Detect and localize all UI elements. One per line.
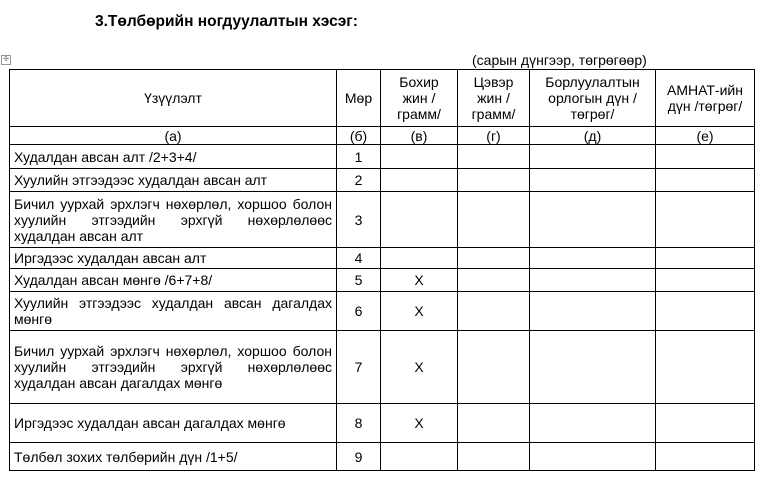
royalty-amount-cell[interactable] [656,248,755,269]
sales-amount-cell[interactable] [530,404,656,443]
table-row [10,145,755,169]
royalty-amount-cell[interactable] [656,404,755,443]
clean-weight-cell[interactable] [458,169,530,192]
row-label: Худалдан авсан алт /2+3+4/ [10,145,337,169]
row-label: Иргэдээс худалдан авсан алт [10,248,337,269]
royalty-amount-cell[interactable] [656,331,755,404]
row-number: 5 [337,269,381,292]
letter-g: (г) [458,127,530,145]
rough-weight-cell[interactable] [381,145,458,169]
row-label: Хуулийн этгээдээс худалдан авсан алт [10,169,337,192]
rough-weight-cell[interactable]: X [381,269,458,292]
column-letter-row [10,127,755,145]
sales-amount-cell[interactable] [530,192,656,248]
clean-weight-cell[interactable] [458,404,530,443]
row-label: Худалдан авсан мөнгө /6+7+8/ [10,269,337,292]
row-label: Төлбөл зохих төлбөрийн дүн /1+5/ [10,443,337,471]
section-title: 3.Төлбөрийн ногдуулалтын хэсэг: [95,13,358,30]
table-row [10,269,755,292]
royalty-amount-cell[interactable] [656,145,755,169]
row-number: 8 [337,404,381,443]
row-number: 3 [337,192,381,248]
clean-weight-cell[interactable] [458,292,530,331]
row-label: Иргэдээс худалдан авсан дагалдах мөнгө [10,404,337,443]
letter-v: (в) [381,127,458,145]
rough-weight-cell[interactable] [381,443,458,471]
table-row [10,169,755,192]
sales-amount-cell[interactable] [530,269,656,292]
royalty-amount-cell[interactable] [656,292,755,331]
sales-amount-cell[interactable] [530,248,656,269]
clean-weight-cell[interactable] [458,443,530,471]
royalty-amount-cell[interactable] [656,192,755,248]
royalty-amount-cell[interactable] [656,169,755,192]
row-number: 4 [337,248,381,269]
header-rough-weight: Бохир жин /грамм/ [381,70,458,127]
letter-d: (д) [530,127,656,145]
row-number: 6 [337,292,381,331]
header-clean-weight: Цэвэр жин /грамм/ [458,70,530,127]
sales-amount-cell[interactable] [530,331,656,404]
letter-b: (б) [337,127,381,145]
table-row [10,331,755,404]
table-move-handle-icon[interactable]: ✣ [1,55,11,65]
letter-a: (а) [10,127,337,145]
sales-amount-cell[interactable] [530,443,656,471]
rough-weight-cell[interactable]: X [381,404,458,443]
table-row [10,404,755,443]
clean-weight-cell[interactable] [458,269,530,292]
royalty-amount-cell[interactable] [656,269,755,292]
unit-note: (сарын дүнгээр, төгрөгөөр) [472,52,647,68]
row-number: 7 [337,331,381,404]
header-indicator: Үзүүлэлт [10,70,337,127]
header-royalty-amount: АМНАТ-ийн дүн /төгрөг/ [656,70,755,127]
header-row-number: Мөр [337,70,381,127]
payment-table [9,69,755,471]
header-sales-amount: Борлуулалтын орлогын дүн /төгрөг/ [530,70,656,127]
table-row [10,443,755,471]
row-number: 9 [337,443,381,471]
table-row [10,292,755,331]
clean-weight-cell[interactable] [458,331,530,404]
clean-weight-cell[interactable] [458,248,530,269]
royalty-amount-cell[interactable] [656,443,755,471]
rough-weight-cell[interactable]: X [381,331,458,404]
header-row [10,70,755,127]
clean-weight-cell[interactable] [458,192,530,248]
sales-amount-cell[interactable] [530,145,656,169]
row-number: 2 [337,169,381,192]
rough-weight-cell[interactable] [381,248,458,269]
rough-weight-cell[interactable] [381,169,458,192]
sales-amount-cell[interactable] [530,292,656,331]
letter-e: (е) [656,127,755,145]
rough-weight-cell[interactable]: X [381,292,458,331]
rough-weight-cell[interactable] [381,192,458,248]
row-number: 1 [337,145,381,169]
clean-weight-cell[interactable] [458,145,530,169]
row-label: Бичил уурхай эрхлэгч нөхөрлөл, хоршоо болон хуулийн этгээдийн эрхгүй нөхөрлөлөөс худалдан авсан алт [10,192,337,248]
sales-amount-cell[interactable] [530,169,656,192]
row-label: Хуулийн этгээдээс худалдан авсан дагалдах мөнгө [10,292,337,331]
table-row [10,248,755,269]
table-row [10,192,755,248]
row-label: Бичил уурхай эрхлэгч нөхөрлөл, хоршоо болон хуулийн этгээдийн эрхгүй нөхөрлөлөөс худалдан авсан дагалдах мөнгө [10,331,337,404]
